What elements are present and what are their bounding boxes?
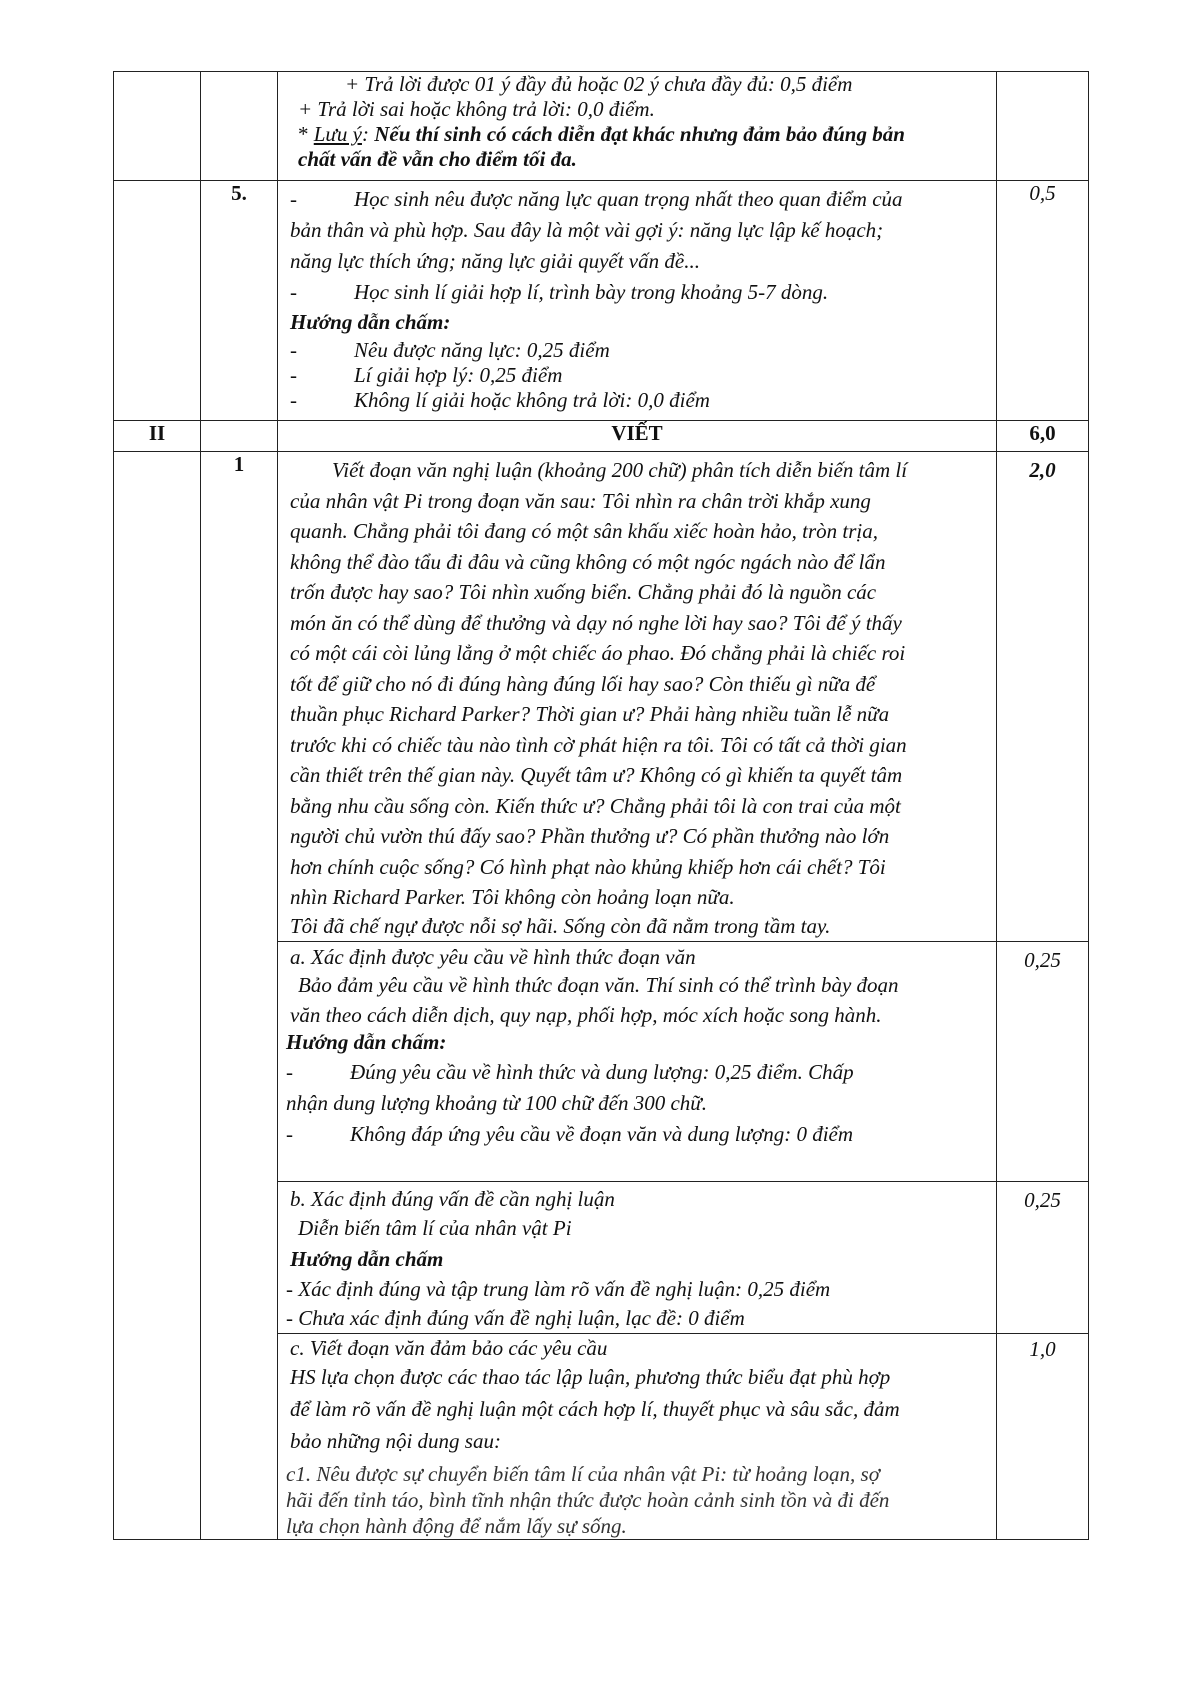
section-cell	[114, 72, 201, 181]
guide-item-text: Đúng yêu cầu về hình thức và dung lượng: 0,25 điểm. Chấp	[350, 1060, 854, 1084]
prompt-line: hơn chính cuộc sống? Có hình phạt nào khủng khiếp hơn cái chết? Tôi	[290, 854, 886, 879]
prompt-line: trước khi có chiếc tàu nào tình cờ phát hiện ra tôi. Tôi có tất cả thời gian	[290, 732, 907, 757]
score-value: 0,25	[997, 942, 1089, 1182]
grading-line: + Trả lời sai hoặc không trả lời: 0,0 điểm.	[298, 97, 655, 121]
guide-item	[286, 1119, 990, 1150]
criterion-line: HS lựa chọn được các thao tác lập luận, phương thức biểu đạt phù hợp	[290, 1365, 891, 1389]
table-row	[114, 452, 1089, 942]
criterion-c1: hãi đến tỉnh táo, bình tĩnh nhận thức được hoàn cảnh sinh tồn và đi đến	[286, 1488, 890, 1512]
section-roman: II	[114, 421, 201, 452]
prompt-line: Tôi đã chế ngự được nỗi sợ hãi. Sống còn đã nằm trong tầm tay.	[290, 913, 831, 938]
prompt-line: của nhân vật Pi trong đoạn văn sau: Tôi nhìn ra chân trời khắp xung	[290, 488, 871, 513]
content-cell	[278, 452, 997, 942]
guide-title: Hướng dẫn chấm:	[286, 1030, 447, 1054]
guide-item-text: Không đáp ứng yêu cầu về đoạn văn và dung lượng: 0 điểm	[350, 1122, 854, 1146]
note-line	[290, 122, 990, 147]
question-cell	[201, 72, 278, 181]
score-value: 1,0	[997, 1334, 1089, 1540]
guide-title: Hướng dẫn chấm:	[290, 310, 451, 334]
content-cell	[278, 72, 997, 181]
dash-mark: -	[290, 388, 297, 412]
prompt-line: có một cái còi lủng lẳng ở một chiếc áo phao. Đó chẳng phải là chiếc roi	[290, 641, 906, 665]
question-number: 5.	[201, 181, 278, 421]
criterion-line: văn theo cách diễn dịch, quy nạp, phối hợp, móc xích hoặc song hành.	[290, 1003, 882, 1027]
answer-line	[290, 277, 990, 308]
criterion-title: b. Xác định đúng vấn đề cần nghị luận	[290, 1187, 615, 1211]
guide-item-cont: nhận dung lượng khoảng từ 100 chữ đến 300 chữ.	[286, 1091, 707, 1115]
guide-item	[290, 388, 990, 413]
guide-item-text: Lí giải hợp lý: 0,25 điểm	[354, 363, 563, 387]
dash-mark: -	[290, 280, 297, 304]
prompt-line: bằng nhu cầu sống còn. Kiến thức ư? Chẳng phải tôi là con trai của một	[290, 793, 901, 818]
note-text-cont: chất vấn đề vẫn cho điểm tối đa.	[298, 147, 577, 171]
guide-item-text: Không lí giải hoặc không trả lời: 0,0 điểm	[354, 388, 710, 412]
answer-text: Học sinh nêu được năng lực quan trọng nhất theo quan điểm của	[354, 187, 903, 211]
dash-mark: -	[290, 187, 297, 211]
content-cell	[278, 181, 997, 421]
dash-mark: -	[286, 1060, 293, 1084]
section-score: 6,0	[997, 421, 1089, 452]
score-value: 2,0	[997, 452, 1089, 942]
prompt-line: Viết đoạn văn nghị luận (khoảng 200 chữ) phân tích diễn biến tâm lí	[332, 458, 908, 482]
prompt-line: cần thiết trên thế gian này. Quyết tâm ư? Không có gì khiến ta quyết tâm	[290, 763, 903, 787]
prompt-line: nhìn Richard Parker. Tôi không còn hoảng loạn nữa.	[290, 885, 735, 909]
guide-item	[290, 363, 990, 388]
section-cell	[114, 181, 201, 421]
prompt-line: không thể đào tẩu đi đâu và cũng không có một ngóc ngách nào để lẩn	[290, 549, 886, 574]
criterion-line: Diễn biến tâm lí của nhân vật Pi	[298, 1216, 572, 1240]
prompt-line: món ăn có thể dùng để thưởng và dạy nó nghe lời hay sao? Tôi để ý thấy	[290, 610, 902, 635]
guide-item	[286, 1057, 990, 1088]
criterion-c1: lựa chọn hành động để nắm lấy sự sống.	[286, 1514, 627, 1538]
content-cell	[278, 942, 997, 1182]
dash-mark: -	[290, 338, 297, 362]
section-cell	[114, 452, 201, 1540]
note-text: Nếu thí sinh có cách diễn đạt khác nhưng đảm bảo đúng bản	[374, 122, 905, 146]
criterion-title: a. Xác định được yêu cầu về hình thức đoạn văn	[290, 945, 696, 969]
guide-item	[290, 338, 990, 363]
criterion-line: để làm rõ vấn đề nghị luận một cách hợp lí, thuyết phục và sâu sắc, đảm	[290, 1397, 900, 1421]
score-value: 0,25	[997, 1182, 1089, 1334]
section-title: VIẾT	[278, 421, 997, 452]
note-label: Lưu ý	[313, 122, 362, 146]
dash-mark: -	[290, 363, 297, 387]
criterion-c1: c1. Nêu được sự chuyển biến tâm lí của nhân vật Pi: từ hoảng loạn, sợ	[286, 1462, 880, 1486]
answer-line: năng lực thích ứng; năng lực giải quyết vấn đề...	[290, 249, 700, 273]
note-prefix: *	[298, 122, 314, 146]
prompt-line: quanh. Chẳng phải tôi đang có một sân khấu xiếc hoàn hảo, tròn trịa,	[290, 519, 878, 543]
criterion-line: bảo những nội dung sau:	[290, 1429, 501, 1453]
table-row	[114, 72, 1089, 181]
note-colon: :	[361, 122, 375, 146]
criterion-title: c. Viết đoạn văn đảm bảo các yêu cầu	[290, 1336, 608, 1360]
guide-title: Hướng dẫn chấm	[290, 1247, 444, 1271]
content-cell	[278, 1334, 997, 1540]
criterion-line: Bảo đảm yêu cầu về hình thức đoạn văn. Thí sinh có thể trình bày đoạn	[298, 973, 899, 997]
answer-text: Học sinh lí giải hợp lí, trình bày trong khoảng 5-7 dòng.	[354, 280, 829, 304]
guide-item-text: Nêu được năng lực: 0,25 điểm	[354, 338, 610, 362]
answer-line: bản thân và phù hợp. Sau đây là một vài gợi ý: năng lực lập kế hoạch;	[290, 218, 884, 242]
prompt-line: tốt để giữ cho nó đi đúng hàng đúng lối hay sao? Còn thiếu gì nữa để	[290, 671, 876, 696]
score-cell	[997, 72, 1089, 181]
table-row	[114, 181, 1089, 421]
grading-line: + Trả lời được 01 ý đầy đủ hoặc 02 ý chưa đầy đủ: 0,5 điểm	[345, 72, 853, 96]
guide-item: - Xác định đúng và tập trung làm rõ vấn đề nghị luận: 0,25 điểm	[286, 1277, 831, 1301]
guide-item: - Chưa xác định đúng vấn đề nghị luận, lạc đề: 0 điểm	[286, 1306, 745, 1330]
section-header-row	[114, 421, 1089, 452]
dash-mark: -	[286, 1122, 293, 1146]
answer-line	[290, 184, 990, 215]
question-number: 1	[201, 452, 278, 1540]
prompt-line: người chủ vườn thú đấy sao? Phần thưởng ư? Có phần thưởng nào lớn	[290, 824, 890, 848]
content-cell	[278, 1182, 997, 1334]
prompt-line: thuần phục Richard Parker? Thời gian ư? Phải hàng nhiều tuần lễ nữa	[290, 702, 890, 726]
question-cell	[201, 421, 278, 452]
score-value: 0,5	[997, 181, 1089, 421]
prompt-line: trốn được hay sao? Tôi nhìn xuống biển. Chẳng phải đó là nguồn các	[290, 580, 877, 604]
grading-table	[113, 71, 1089, 1540]
